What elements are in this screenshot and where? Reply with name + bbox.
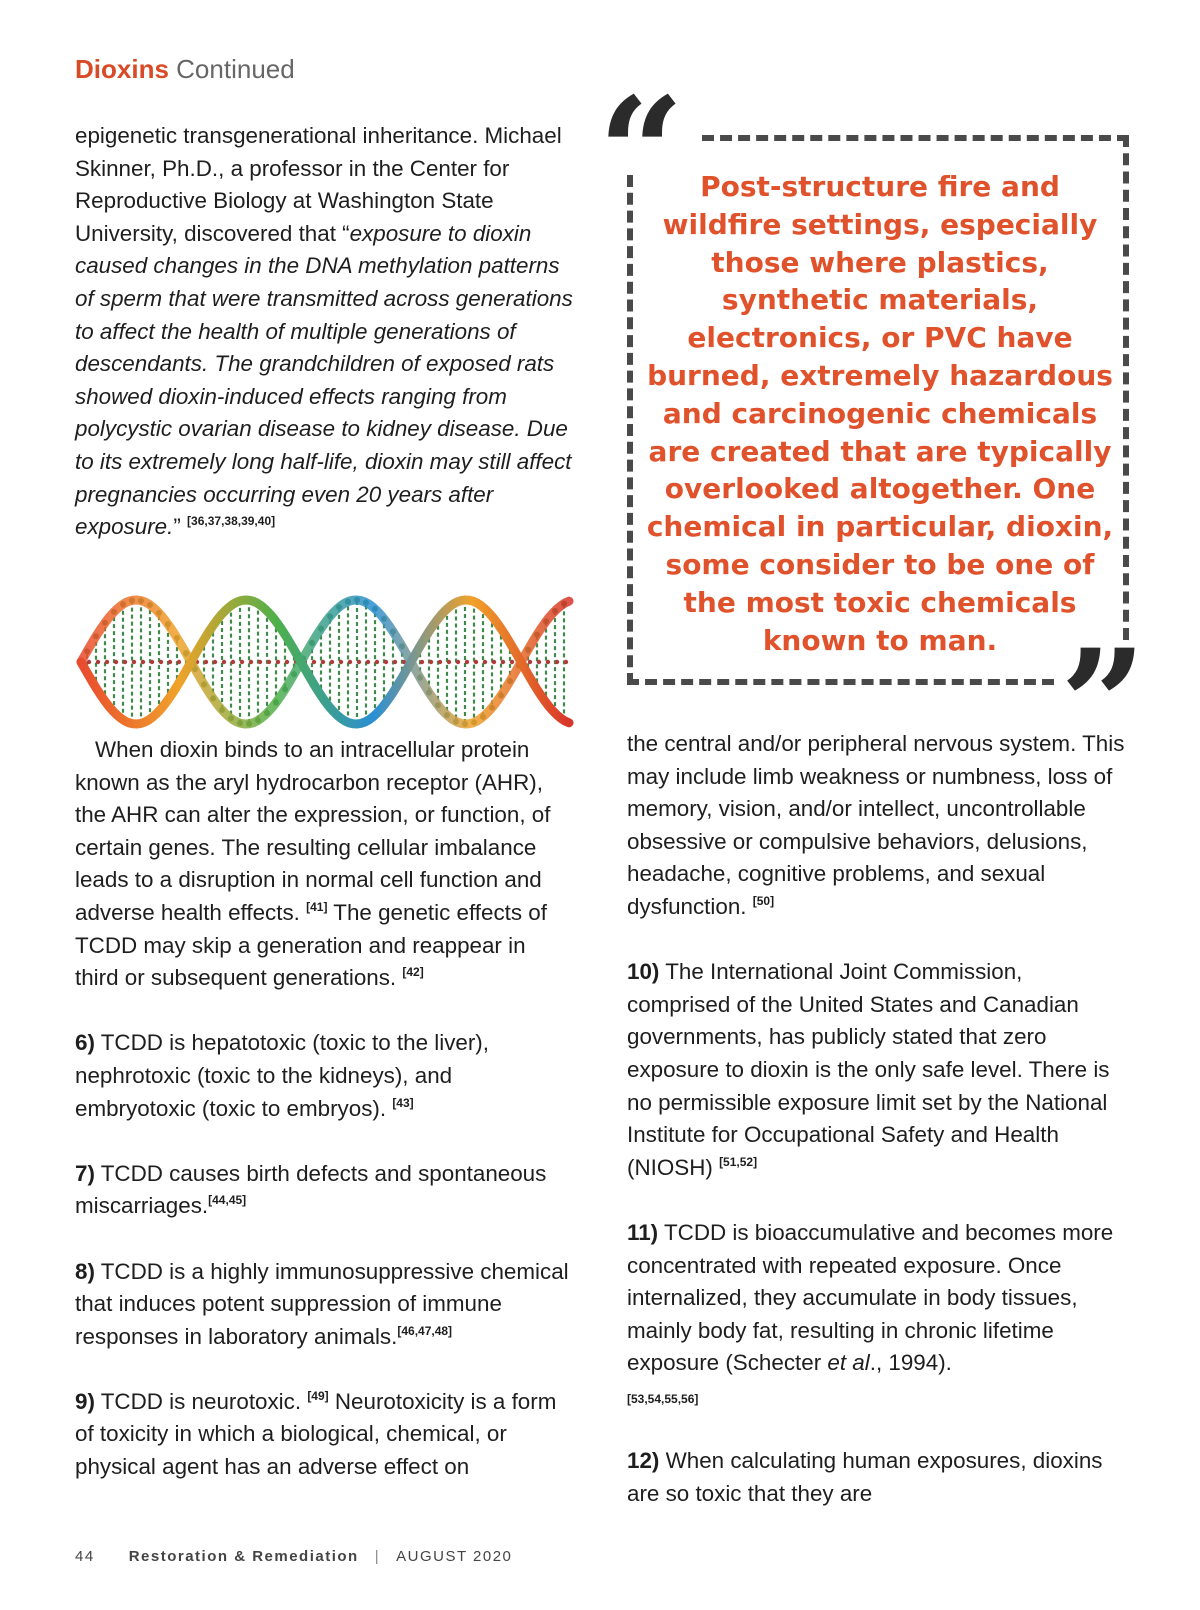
atom-node bbox=[483, 660, 487, 664]
atom-node bbox=[393, 660, 397, 664]
atom-node bbox=[123, 660, 127, 664]
atom-node bbox=[258, 660, 262, 664]
atom-node bbox=[465, 660, 469, 664]
page-footer bbox=[75, 1548, 512, 1565]
ahr-text-2: The genetic effects of TCDD may skip a generation and reappear in third or subsequent generations. bbox=[75, 899, 547, 991]
continuation-text: the central and/or peripheral nervous system. This may include limb weakness or numbness, loss of memory, vision, and/or intellect, uncontrollable obsessive or compulsive behaviors, delusions, headache, cognitive problems, and sexual dysfunction. bbox=[627, 731, 1125, 919]
atom-node bbox=[231, 660, 235, 664]
item-12 bbox=[627, 1445, 1127, 1510]
atom-node bbox=[330, 660, 334, 664]
citation: [36,37,38,39,40] bbox=[187, 514, 276, 529]
atom-node bbox=[510, 660, 514, 664]
pull-quote-text: Post-structure fire and wildfire settings, especially those where plastics, synthetic materials, electronics, or PVC have burned, extremely hazardous and carcinogenic chemicals are created that are typically overlooked altogether. One chemical in particular, dioxin, some consider to be one of the most toxic chemicals known to man. bbox=[646, 170, 1114, 657]
item-number: 11) bbox=[627, 1219, 659, 1245]
item-text: The International Joint Commission, comprised of the United States and Canadian governments, has publicly stated that zero exposure to dioxin is the only safe level. There is no permissible exposure limit set by the National Institute for Occupational Safety and Health (NIOSH) bbox=[627, 959, 1110, 1180]
left-column-body bbox=[75, 734, 575, 1484]
atom-node bbox=[177, 660, 181, 664]
atom-node bbox=[132, 660, 136, 664]
atom-node bbox=[474, 660, 478, 664]
ahr-text: When dioxin binds to an intracellular protein known as the aryl hydrocarbon receptor (AHR), the AHR can alter the expression, or function, of certain genes. The resulting cellular imbalance leads to a disruption in normal cell function and adverse health effects. bbox=[75, 737, 551, 925]
atom-node bbox=[429, 660, 433, 664]
atom-node bbox=[240, 660, 244, 664]
citation: [42] bbox=[402, 965, 424, 980]
atom-node bbox=[105, 660, 109, 664]
ahr-paragraph bbox=[75, 734, 575, 995]
atom-node bbox=[204, 660, 208, 664]
item-text: When calculating human exposures, dioxins are so toxic that they are bbox=[627, 1448, 1103, 1506]
frame-border-top bbox=[702, 135, 1129, 141]
item-number: 8) bbox=[75, 1258, 95, 1284]
atom-node bbox=[447, 660, 451, 664]
atom-node bbox=[114, 660, 118, 664]
footer-separator: | bbox=[374, 1548, 381, 1565]
atom-node bbox=[492, 660, 496, 664]
header-subtitle: Continued bbox=[176, 54, 295, 84]
publication-name: Restoration & Remediation bbox=[128, 1548, 359, 1565]
citation: [46,47,48] bbox=[397, 1323, 453, 1338]
frame-border-right bbox=[1123, 135, 1129, 640]
issue-date: AUGUST 2020 bbox=[396, 1548, 513, 1565]
item-10 bbox=[627, 956, 1127, 1184]
citation: [49] bbox=[307, 1388, 329, 1403]
atom-node bbox=[312, 660, 316, 664]
atom-node bbox=[213, 660, 217, 664]
atom-node bbox=[555, 660, 559, 664]
close-quote-icon: ” bbox=[1060, 617, 1147, 793]
atom-node bbox=[366, 660, 370, 664]
item-8 bbox=[75, 1256, 575, 1354]
citation: [51,52] bbox=[719, 1154, 758, 1169]
atom-node bbox=[267, 660, 271, 664]
atom-node bbox=[501, 660, 505, 664]
item-text-2: ., 1994). bbox=[869, 1350, 952, 1376]
item-9 bbox=[75, 1386, 575, 1484]
atom-node bbox=[456, 660, 460, 664]
atom-node bbox=[276, 660, 280, 664]
atom-node bbox=[249, 660, 253, 664]
atom-node bbox=[348, 660, 352, 664]
citation: [41] bbox=[306, 899, 328, 914]
atom-node bbox=[357, 660, 361, 664]
citation: [43] bbox=[392, 1095, 414, 1110]
citation: [53,54,55,56] bbox=[627, 1391, 699, 1406]
citation: [44,45] bbox=[208, 1193, 247, 1208]
atom-node bbox=[141, 660, 145, 664]
item-text: TCDD is a highly immunosuppressive chemical that induces potent suppression of immune responses in laboratory animals. bbox=[75, 1258, 569, 1349]
item-number: 7) bbox=[75, 1160, 95, 1186]
item-number: 9) bbox=[75, 1388, 95, 1414]
neuro-continuation bbox=[627, 728, 1127, 924]
intro-quote: exposure to dioxin caused changes in the DNA methylation patterns of sperm that were transmitted across generations to affect the health of multiple generations of descendants. The grandchildren of exposed rats showed dioxin-induced effects ranging from polycystic ovarian disease to kidney disease. Due to its extremely long half-life, dioxin may still affect pregnancies occurring even 20 years after exposure. bbox=[75, 220, 573, 540]
item-text-2: Neurotoxicity is a form of toxicity in which a biological, chemical, or physical agent has an adverse effect on bbox=[75, 1388, 557, 1480]
dna-helix-illustration bbox=[75, 582, 575, 742]
atom-node bbox=[528, 660, 532, 664]
item-11 bbox=[627, 1217, 1127, 1413]
atom-node bbox=[339, 660, 343, 664]
atom-node bbox=[384, 660, 388, 664]
right-column bbox=[627, 728, 1127, 1510]
atom-node bbox=[564, 660, 568, 664]
item-italic: et al bbox=[827, 1350, 870, 1376]
atom-node bbox=[150, 660, 154, 664]
atom-node bbox=[438, 660, 442, 664]
item-number: 12) bbox=[627, 1448, 660, 1474]
item-text: TCDD is hepatotoxic (toxic to the liver), nephrotoxic (toxic to the kidneys), and embryotoxic (toxic to embryos). bbox=[75, 1030, 489, 1121]
left-column bbox=[75, 120, 575, 544]
item-number: 10) bbox=[627, 959, 660, 985]
item-text: TCDD causes birth defects and spontaneous miscarriages. bbox=[75, 1160, 547, 1219]
frame-border-left bbox=[627, 175, 633, 685]
atom-node bbox=[546, 660, 550, 664]
atom-node bbox=[96, 660, 100, 664]
atom-node bbox=[537, 660, 541, 664]
intro-paragraph bbox=[75, 120, 575, 544]
atom-node bbox=[159, 660, 163, 664]
item-6 bbox=[75, 1027, 575, 1125]
item-text: TCDD is bioaccumulative and becomes more concentrated with repeated exposure. Once internalized, they accumulate in body tissues, mainly body fat, resulting in chronic lifetime exposure (Schecter bbox=[627, 1219, 1114, 1376]
open-quote-icon: “ bbox=[598, 65, 685, 241]
atom-node bbox=[285, 660, 289, 664]
frame-border-bottom bbox=[627, 679, 1054, 685]
atom-node bbox=[321, 660, 325, 664]
intro-text: epigenetic transgenerational inheritance. Michael Skinner, Ph.D., a professor in the Center for Reproductive Biology at Washington State University, discovered that “ bbox=[75, 123, 562, 246]
intro-close-quote: ” bbox=[173, 514, 181, 540]
item-7 bbox=[75, 1158, 575, 1223]
atom-node bbox=[168, 660, 172, 664]
page-number: 44 bbox=[75, 1548, 95, 1565]
item-text: TCDD is neurotoxic. bbox=[100, 1388, 302, 1414]
atom-node bbox=[420, 660, 424, 664]
header-title: Dioxins bbox=[75, 54, 169, 84]
atom-node bbox=[222, 660, 226, 664]
citation: [50] bbox=[752, 893, 775, 908]
atom-node bbox=[375, 660, 379, 664]
section-header bbox=[75, 54, 295, 85]
atom-node bbox=[87, 660, 91, 664]
item-number: 6) bbox=[75, 1030, 95, 1056]
